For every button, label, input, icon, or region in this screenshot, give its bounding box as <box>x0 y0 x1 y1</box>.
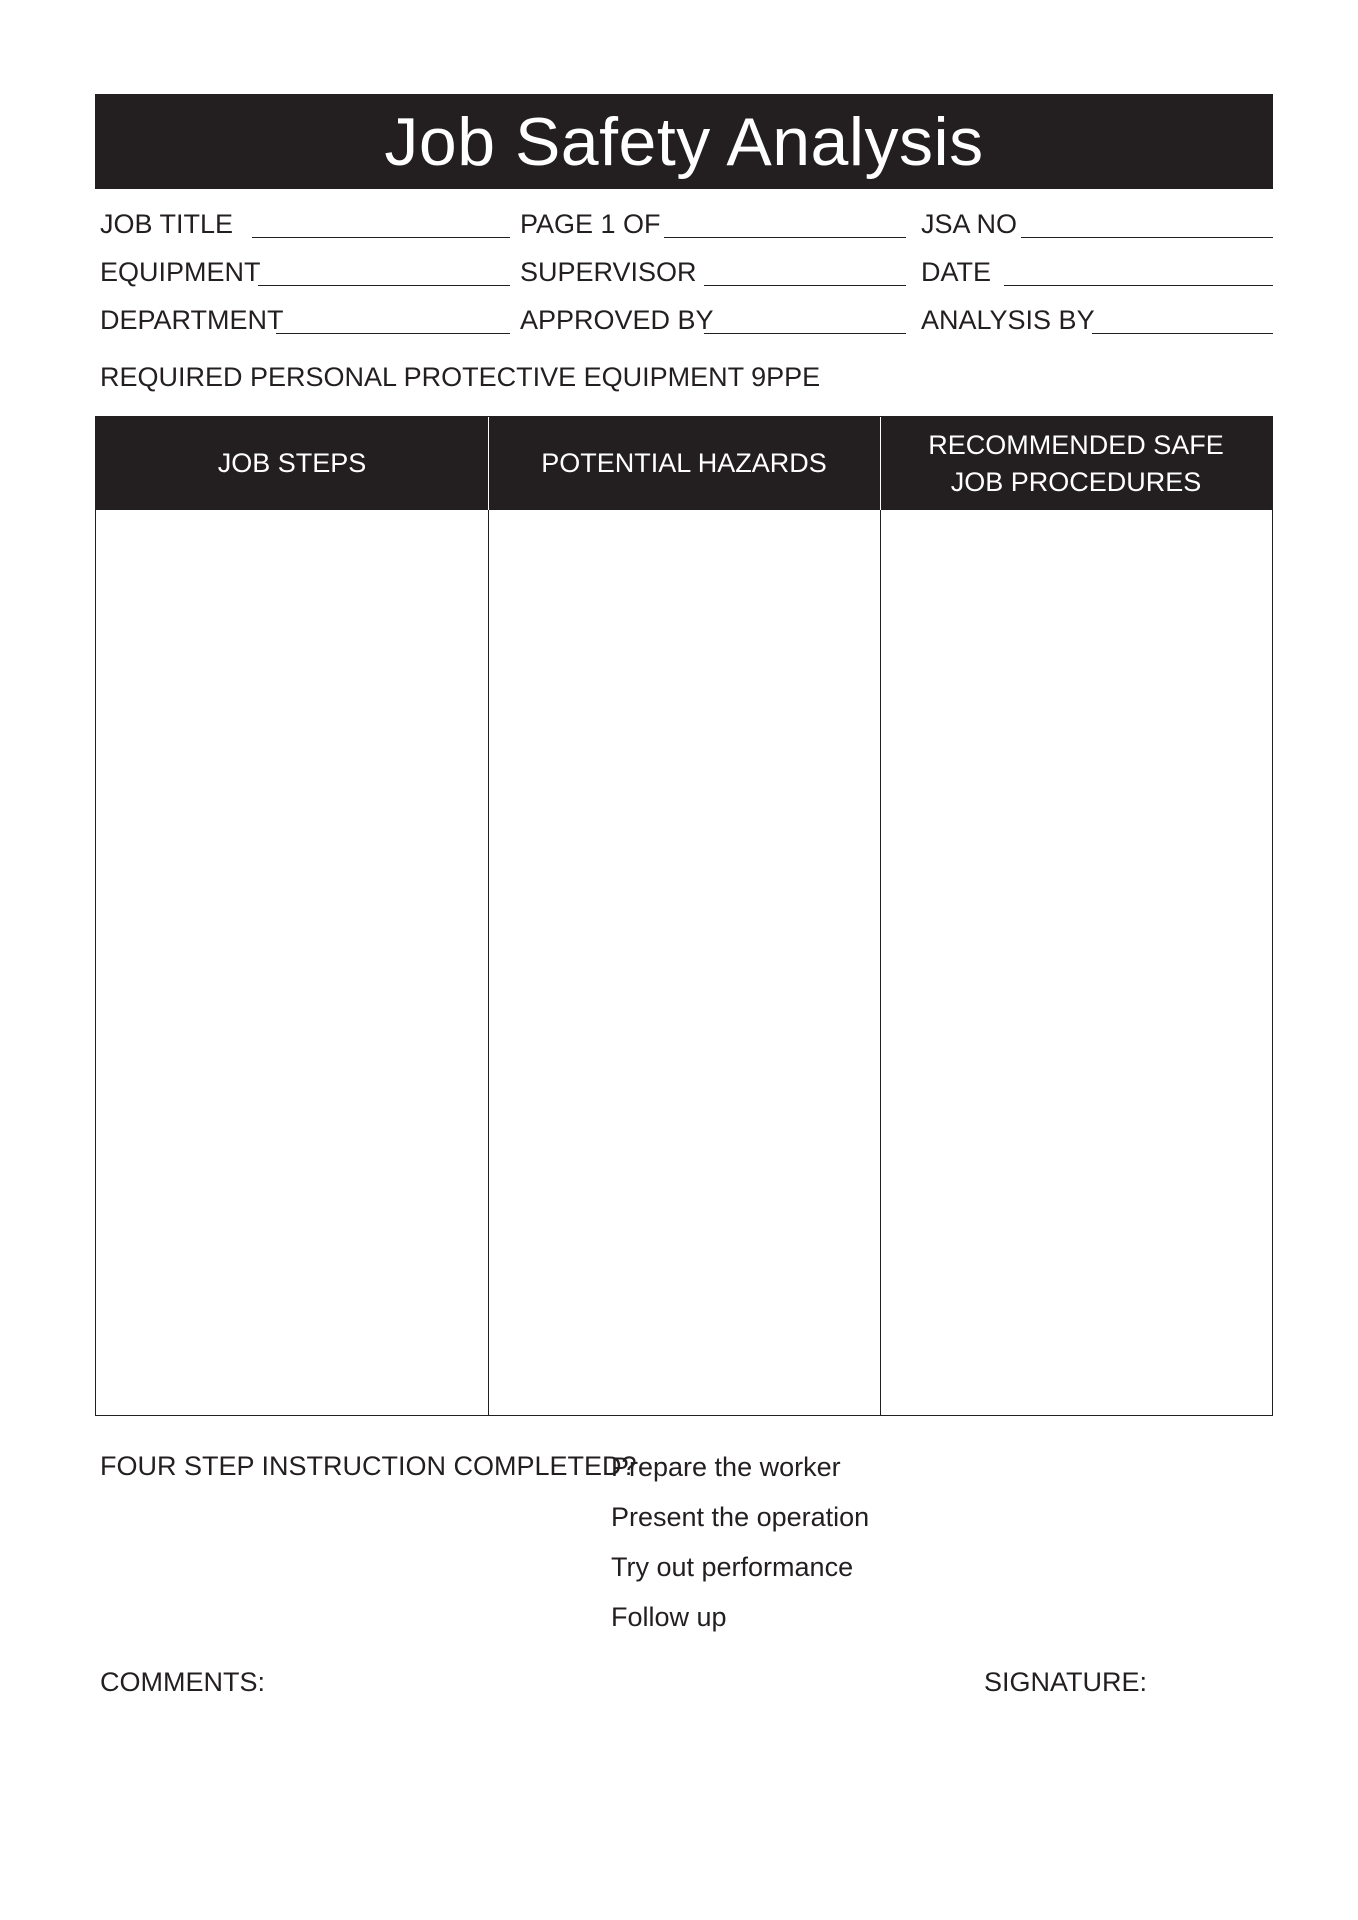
page-label: PAGE 1 OF <box>520 209 661 239</box>
jsa-no-label: JSA NO <box>921 209 1018 239</box>
ppe-label: REQUIRED PERSONAL PROTECTIVE EQUIPMENT 9PPE <box>100 362 821 392</box>
header-divider <box>880 417 881 510</box>
date-label: DATE <box>921 257 992 287</box>
analysis-by-label: ANALYSIS BY <box>921 305 1095 335</box>
column-header-safe-procedures: RECOMMENDED SAFE JOB PROCEDURES <box>928 429 1224 497</box>
equipment-field <box>100 254 510 294</box>
department-label: DEPARTMENT <box>100 305 284 335</box>
supervisor-input-line[interactable] <box>704 285 906 286</box>
potential-hazards-cell[interactable] <box>488 510 880 1415</box>
job-title-label: JOB TITLE <box>100 209 234 239</box>
jsa-no-field <box>921 206 1273 246</box>
page-field <box>520 206 906 246</box>
header-divider <box>488 417 489 510</box>
approved-by-input-line[interactable] <box>704 333 906 334</box>
department-field <box>100 302 510 342</box>
title-banner <box>95 94 1273 189</box>
job-steps-cell[interactable] <box>96 510 488 1415</box>
analysis-by-input-line[interactable] <box>1092 333 1273 334</box>
table-header <box>96 417 1272 510</box>
four-step-list <box>611 1451 869 1651</box>
analysis-by-field <box>921 302 1273 342</box>
column-header-job-steps: JOB STEPS <box>217 448 367 478</box>
jsa-table <box>95 416 1273 1416</box>
job-title-field <box>100 206 510 246</box>
equipment-label: EQUIPMENT <box>100 257 261 287</box>
supervisor-field <box>520 254 906 294</box>
page-title: Job Safety Analysis <box>384 103 984 180</box>
department-input-line[interactable] <box>276 333 510 334</box>
safe-procedures-cell[interactable] <box>880 510 1272 1415</box>
job-title-input-line[interactable] <box>252 237 510 238</box>
equipment-input-line[interactable] <box>258 285 510 286</box>
supervisor-label: SUPERVISOR <box>520 257 697 287</box>
approved-by-label: APPROVED BY <box>520 305 714 335</box>
four-step-item: Follow up <box>611 1602 727 1632</box>
column-header-potential-hazards: POTENTIAL HAZARDS <box>541 448 827 478</box>
four-step-item: Present the operation <box>611 1502 870 1532</box>
date-field <box>921 254 1273 294</box>
comments-label: COMMENTS: <box>100 1667 265 1697</box>
jsa-no-input-line[interactable] <box>1021 237 1273 238</box>
date-input-line[interactable] <box>1004 285 1273 286</box>
four-step-item: Try out performance <box>611 1552 854 1582</box>
approved-by-field <box>520 302 906 342</box>
signature-label: SIGNATURE: <box>984 1667 1148 1697</box>
four-step-item: Prepare the worker <box>611 1452 841 1482</box>
page-input-line[interactable] <box>664 237 906 238</box>
four-step-label: FOUR STEP INSTRUCTION COMPLETED? <box>100 1451 637 1481</box>
